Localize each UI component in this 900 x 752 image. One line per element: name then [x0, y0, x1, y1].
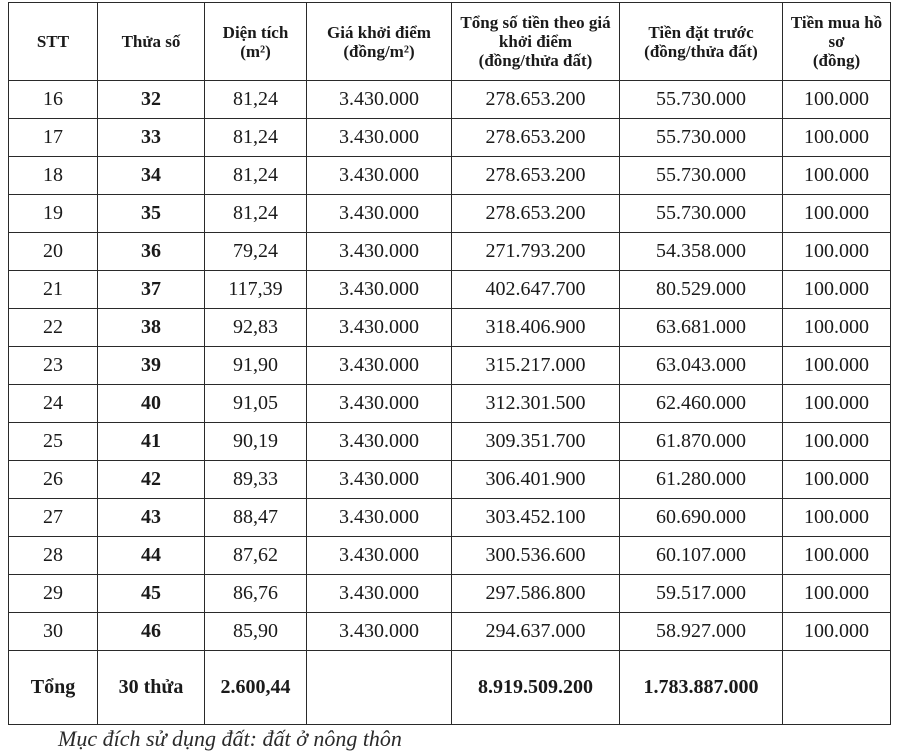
- cell-area: 81,24: [205, 81, 307, 119]
- cell-area: 88,47: [205, 499, 307, 537]
- cell-plot: 44: [98, 537, 205, 575]
- table-row: [9, 461, 891, 499]
- cell-stt: 28: [9, 537, 98, 575]
- cell-total: 306.401.900: [452, 461, 620, 499]
- cell-deposit: 63.681.000: [620, 309, 783, 347]
- cell-area: 79,24: [205, 233, 307, 271]
- cell-area: 86,76: [205, 575, 307, 613]
- cell-price: 3.430.000: [307, 613, 452, 651]
- cell-area: 117,39: [205, 271, 307, 309]
- cell-stt: 25: [9, 423, 98, 461]
- cell-plot: 37: [98, 271, 205, 309]
- cell-area: 81,24: [205, 195, 307, 233]
- cell-total: 300.536.600: [452, 537, 620, 575]
- cell-fee: 100.000: [783, 157, 891, 195]
- cell-area: 90,19: [205, 423, 307, 461]
- header-stt: STT: [9, 3, 98, 81]
- cell-fee: 100.000: [783, 81, 891, 119]
- cell-plot: 36: [98, 233, 205, 271]
- cell-area: 81,24: [205, 119, 307, 157]
- table-row: [9, 309, 891, 347]
- cell-area: 89,33: [205, 461, 307, 499]
- cell-total: 309.351.700: [452, 423, 620, 461]
- table-row: [9, 119, 891, 157]
- land-auction-table: [8, 2, 891, 725]
- cell-area: 87,62: [205, 537, 307, 575]
- cell-price: 3.430.000: [307, 157, 452, 195]
- header-deposit: Tiền đặt trước (đồng/thửa đất): [620, 3, 783, 81]
- cell-total: 278.653.200: [452, 81, 620, 119]
- cell-stt: 17: [9, 119, 98, 157]
- cell-price: 3.430.000: [307, 423, 452, 461]
- cell-deposit: 61.280.000: [620, 461, 783, 499]
- cell-deposit: 58.927.000: [620, 613, 783, 651]
- table-row: [9, 613, 891, 651]
- cell-total: 312.301.500: [452, 385, 620, 423]
- cell-price: 3.430.000: [307, 385, 452, 423]
- cell-price: 3.430.000: [307, 81, 452, 119]
- cell-deposit: 63.043.000: [620, 347, 783, 385]
- cell-stt: 16: [9, 81, 98, 119]
- cell-price: 3.430.000: [307, 461, 452, 499]
- cell-price: 3.430.000: [307, 119, 452, 157]
- cell-plot: 33: [98, 119, 205, 157]
- cell-price: 3.430.000: [307, 309, 452, 347]
- table-row: [9, 347, 891, 385]
- table-row: [9, 81, 891, 119]
- cell-total: 402.647.700: [452, 271, 620, 309]
- cell-area: 92,83: [205, 309, 307, 347]
- table-row: [9, 233, 891, 271]
- cell-plot: 34: [98, 157, 205, 195]
- cell-area: 91,05: [205, 385, 307, 423]
- table-row: [9, 423, 891, 461]
- cell-area: 81,24: [205, 157, 307, 195]
- header-total-at-start: Tổng số tiền theo giá khởi điểm (đồng/thửa đất): [452, 3, 620, 81]
- cell-plot: 43: [98, 499, 205, 537]
- cell-deposit: 80.529.000: [620, 271, 783, 309]
- cell-stt: 20: [9, 233, 98, 271]
- cell-deposit: 60.690.000: [620, 499, 783, 537]
- cell-plot: 40: [98, 385, 205, 423]
- cell-stt: 29: [9, 575, 98, 613]
- cell-stt: 24: [9, 385, 98, 423]
- cell-total: 278.653.200: [452, 195, 620, 233]
- cell-total: 297.586.800: [452, 575, 620, 613]
- table-row: [9, 575, 891, 613]
- cell-stt: 18: [9, 157, 98, 195]
- cell-fee: 100.000: [783, 271, 891, 309]
- cell-price: 3.430.000: [307, 233, 452, 271]
- cell-stt: 21: [9, 271, 98, 309]
- table-header-row: [9, 3, 891, 81]
- cell-plot: 38: [98, 309, 205, 347]
- table-row: [9, 537, 891, 575]
- cell-total: 318.406.900: [452, 309, 620, 347]
- cell-area: 85,90: [205, 613, 307, 651]
- cell-price: 3.430.000: [307, 575, 452, 613]
- cell-fee: 100.000: [783, 195, 891, 233]
- cell-stt: 30: [9, 613, 98, 651]
- table-row: [9, 385, 891, 423]
- cell-plot: 45: [98, 575, 205, 613]
- total-row: [9, 651, 891, 725]
- cell-total: 303.452.100: [452, 499, 620, 537]
- cell-deposit: 61.870.000: [620, 423, 783, 461]
- cell-total: 294.637.000: [452, 613, 620, 651]
- cell-price: 3.430.000: [307, 347, 452, 385]
- table-row: [9, 499, 891, 537]
- cell-fee: 100.000: [783, 119, 891, 157]
- cell-stt: 23: [9, 347, 98, 385]
- cell-fee: 100.000: [783, 613, 891, 651]
- cell-area: 91,90: [205, 347, 307, 385]
- header-area: Diện tích (m²): [205, 3, 307, 81]
- cell-deposit: 55.730.000: [620, 119, 783, 157]
- total-area: 2.600,44: [205, 651, 307, 725]
- total-label: Tổng: [9, 651, 98, 725]
- cell-deposit: 60.107.000: [620, 537, 783, 575]
- cell-fee: 100.000: [783, 309, 891, 347]
- cell-price: 3.430.000: [307, 499, 452, 537]
- total-amount: 8.919.509.200: [452, 651, 620, 725]
- cell-deposit: 55.730.000: [620, 157, 783, 195]
- cell-plot: 46: [98, 613, 205, 651]
- cell-deposit: 55.730.000: [620, 195, 783, 233]
- cell-deposit: 62.460.000: [620, 385, 783, 423]
- cell-fee: 100.000: [783, 461, 891, 499]
- cell-plot: 35: [98, 195, 205, 233]
- cell-price: 3.430.000: [307, 537, 452, 575]
- cell-plot: 39: [98, 347, 205, 385]
- cell-fee: 100.000: [783, 499, 891, 537]
- total-deposit: 1.783.887.000: [620, 651, 783, 725]
- cell-stt: 27: [9, 499, 98, 537]
- cell-stt: 19: [9, 195, 98, 233]
- cell-fee: 100.000: [783, 537, 891, 575]
- cell-deposit: 55.730.000: [620, 81, 783, 119]
- cell-deposit: 54.358.000: [620, 233, 783, 271]
- cell-total: 278.653.200: [452, 157, 620, 195]
- cell-fee: 100.000: [783, 385, 891, 423]
- table-row: [9, 195, 891, 233]
- cell-total: 315.217.000: [452, 347, 620, 385]
- cell-price: 3.430.000: [307, 271, 452, 309]
- cell-deposit: 59.517.000: [620, 575, 783, 613]
- cell-plot: 41: [98, 423, 205, 461]
- total-fee-empty: [783, 651, 891, 725]
- header-plot-number: Thửa số: [98, 3, 205, 81]
- cell-total: 278.653.200: [452, 119, 620, 157]
- cell-price: 3.430.000: [307, 195, 452, 233]
- header-dossier-fee: Tiền mua hồ sơ (đồng): [783, 3, 891, 81]
- header-start-price: Giá khởi điểm (đồng/m²): [307, 3, 452, 81]
- cell-fee: 100.000: [783, 233, 891, 271]
- total-price-empty: [307, 651, 452, 725]
- cell-total: 271.793.200: [452, 233, 620, 271]
- table-row: [9, 271, 891, 309]
- total-plots: 30 thửa: [98, 651, 205, 725]
- cell-stt: 26: [9, 461, 98, 499]
- cell-fee: 100.000: [783, 347, 891, 385]
- land-use-footnote: Mục đích sử dụng đất: đất ở nông thôn: [58, 726, 402, 751]
- cell-plot: 42: [98, 461, 205, 499]
- cell-fee: 100.000: [783, 423, 891, 461]
- cell-plot: 32: [98, 81, 205, 119]
- cell-fee: 100.000: [783, 575, 891, 613]
- cell-stt: 22: [9, 309, 98, 347]
- table-row: [9, 157, 891, 195]
